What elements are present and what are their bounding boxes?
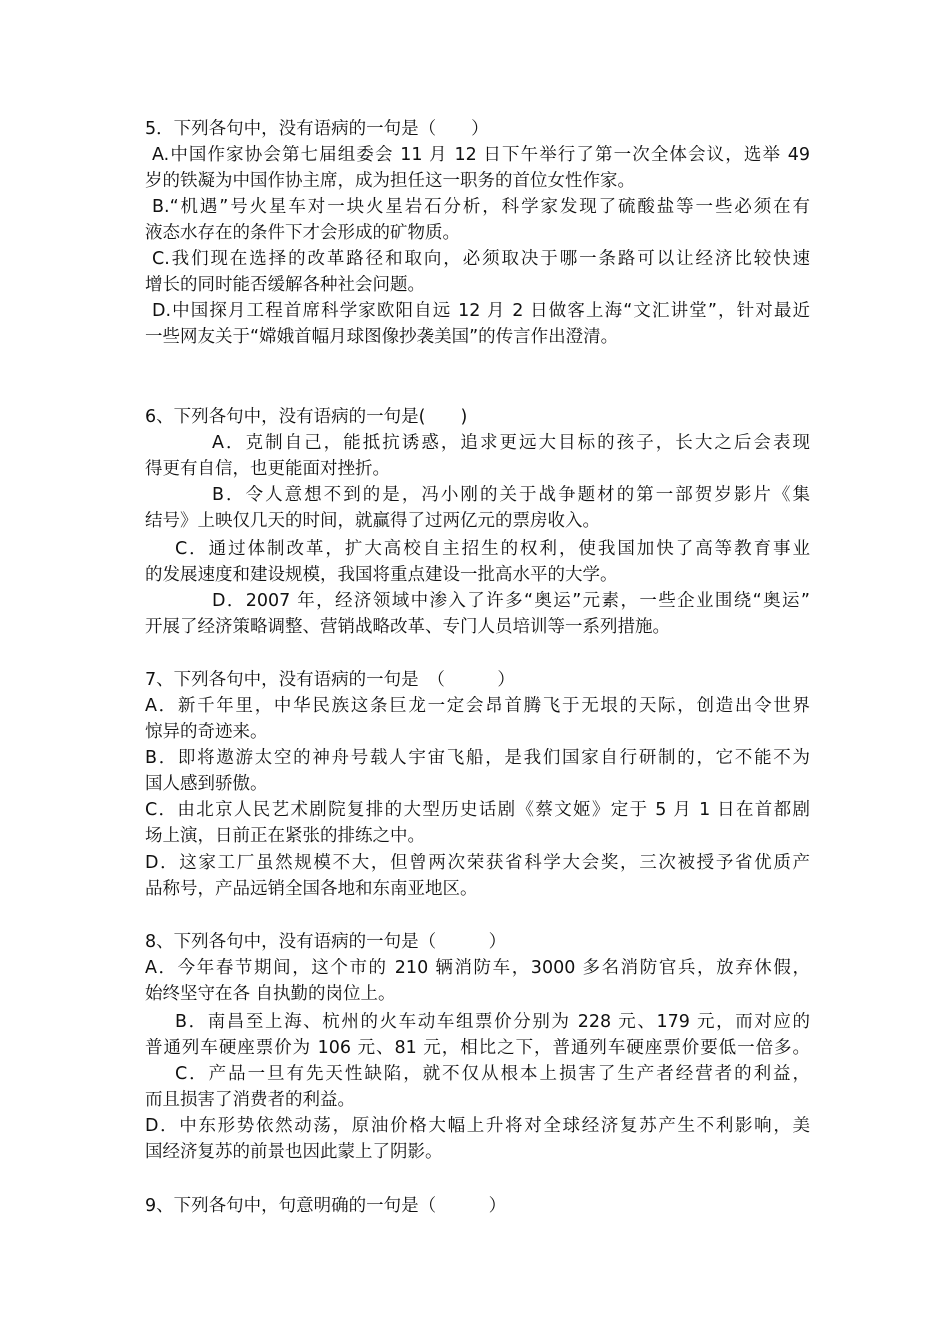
question-7-option-a: A．新千年里，中华民族这条巨龙一定会昂首腾飞于无垠的天际，创造出令世界 xyxy=(145,696,810,716)
question-7-option-b: B．即将遨游太空的神舟号载人宇宙飞船，是我们国家自行研制的，它不能不为 xyxy=(145,748,810,768)
question-5-option-a: A.中国作家协会第七届组委会 11 月 12 日下午举行了第一次全体会议，选举 49 xyxy=(152,145,810,165)
question-7-option-d-cont: 品称号，产品远销全国各地和东南亚地区。 xyxy=(145,879,478,899)
question-6-stem: 6、下列各句中，没有语病的一句是( ) xyxy=(145,407,468,427)
question-8-option-a-cont: 始终坚守在各 自执勤的岗位上。 xyxy=(145,984,396,1004)
question-7-option-c-cont: 场上演，日前正在紧张的排练之中。 xyxy=(145,826,425,846)
question-7-option-b-cont: 国人感到骄傲。 xyxy=(145,774,268,794)
question-5-stem: 5．下列各句中，没有语病的一句是（ ） xyxy=(145,119,489,139)
question-8-stem: 8、下列各句中，没有语病的一句是（ ） xyxy=(145,932,507,952)
question-7-option-d: D．这家工厂虽然规模不大，但曾两次荣获省科学大会奖，三次被授予省优质产 xyxy=(145,853,810,873)
question-6-option-b-cont: 结号》上映仅几天的时间，就赢得了过两亿元的票房收入。 xyxy=(145,511,600,531)
question-7-stem: 7、下列各句中，没有语病的一句是 （ ） xyxy=(145,670,515,690)
question-8-option-c: C．产品一旦有先天性缺陷，就不仅从根本上损害了生产者经营者的利益， xyxy=(175,1064,810,1084)
question-6-option-a-cont: 得更有自信，也更能面对挫折。 xyxy=(145,459,390,479)
question-6-option-c: C．通过体制改革，扩大高校自主招生的权利，使我国加快了高等教育事业 xyxy=(175,539,810,559)
question-6-option-d: D．2007 年，经济领域中渗入了许多“奥运”元素，一些企业围绕“奥运” xyxy=(212,591,810,611)
question-6-option-d-cont: 开展了经济策略调整、营销战略改革、专门人员培训等一系列措施。 xyxy=(145,617,670,637)
question-5-option-d-cont: 一些网友关于“嫦娥首幅月球图像抄袭美国”的传言作出澄清。 xyxy=(145,327,619,347)
question-5-option-b: B.“机遇”号火星车对一块火星岩石分析，科学家发现了硫酸盐等一些必须在有 xyxy=(152,197,810,217)
question-7-option-a-cont: 惊异的奇迹来。 xyxy=(145,722,268,742)
question-9-stem: 9、下列各句中，句意明确的一句是（ ） xyxy=(145,1196,507,1216)
question-8-option-d-cont: 国经济复苏的前景也因此蒙上了阴影。 xyxy=(145,1142,443,1162)
question-5-option-d: D.中国探月工程首席科学家欧阳自远 12 月 2 日做客上海“文汇讲堂”，针对最近 xyxy=(152,301,810,321)
question-6-option-a: A．克制自己，能抵抗诱惑，追求更远大目标的孩子，长大之后会表现 xyxy=(212,433,810,453)
question-5-option-c: C.我们现在选择的改革路径和取向，必须取决于哪一条路可以让经济比较快速 xyxy=(152,249,810,269)
question-8-option-a: A．今年春节期间，这个市的 210 辆消防车，3000 多名消防官兵，放弃休假， xyxy=(145,958,810,978)
question-7-option-c: C．由北京人民艺术剧院复排的大型历史话剧《蔡文姬》定于 5 月 1 日在首都剧 xyxy=(145,800,810,820)
question-6-option-c-cont: 的发展速度和建设规模，我国将重点建设一批高水平的大学。 xyxy=(145,565,618,585)
question-5-option-a-cont: 岁的铁凝为中国作协主席，成为担任这一职务的首位女性作家。 xyxy=(145,171,635,191)
question-8-option-d: D．中东形势依然动荡，原油价格大幅上升将对全球经济复苏产生不利影响，美 xyxy=(145,1116,810,1136)
question-5-option-b-cont: 液态水存在的条件下才会形成的矿物质。 xyxy=(145,223,460,243)
question-8-option-b: B．南昌至上海、杭州的火车动车组票价分别为 228 元、179 元，而对应的 xyxy=(175,1012,810,1032)
question-6-option-b: B．令人意想不到的是，冯小刚的关于战争题材的第一部贺岁影片《集 xyxy=(212,485,810,505)
question-8-option-b-cont: 普通列车硬座票价为 106 元、81 元，相比之下，普通列车硬座票价要低一倍多。 xyxy=(145,1038,810,1058)
question-8-option-c-cont: 而且损害了消费者的利益。 xyxy=(145,1090,355,1110)
question-5-option-c-cont: 增长的同时能否缓解各种社会问题。 xyxy=(145,275,425,295)
